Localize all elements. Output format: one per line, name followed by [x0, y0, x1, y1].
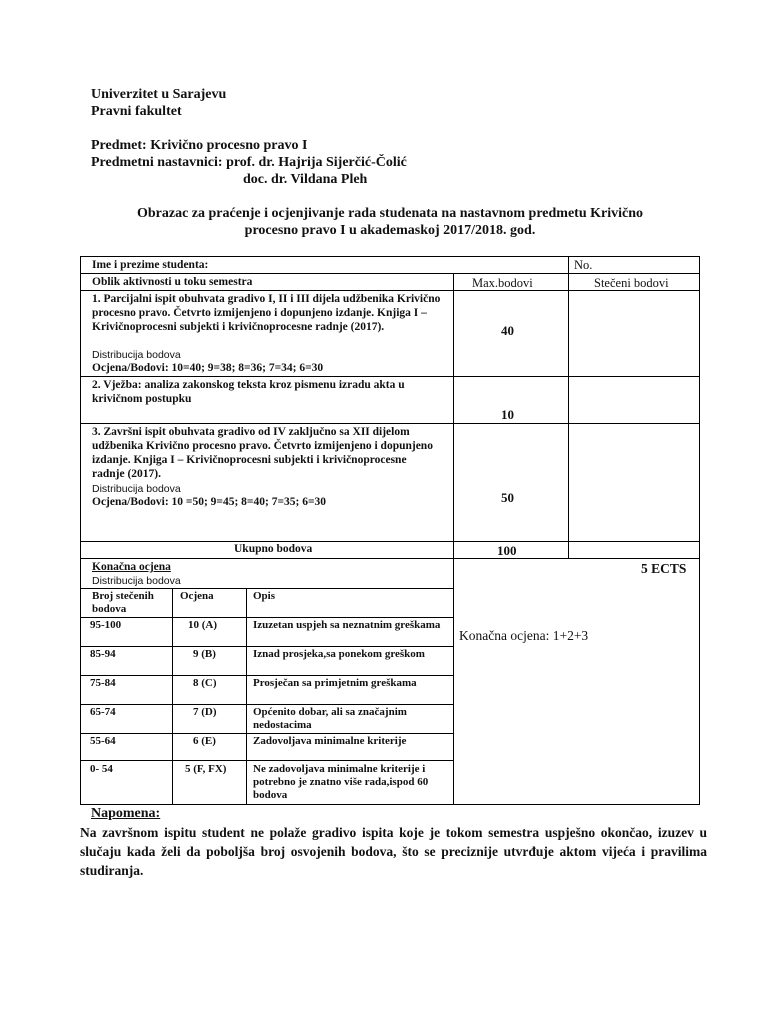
- teacher-second: doc. dr. Vildana Pleh: [243, 172, 368, 187]
- form-title-line-2: procesno pravo I u akademaskoj 2017/2018. god.: [244, 223, 536, 238]
- final-grade-formula: Konačna ocjena: 1+2+3: [459, 628, 589, 643]
- subtable-row-divider: [80, 704, 453, 705]
- university-name: Univerzitet u Sarajevu: [91, 87, 227, 102]
- teachers-line: Predmetni nastavnici: prof. dr. Hajrija Sijerčić-Čolić: [91, 155, 407, 170]
- activity-1-distribution: Distribucija bodova: [92, 349, 181, 361]
- earned-points-header: Stečeni bodovi: [594, 276, 669, 290]
- grade-row-grade: 7 (D): [193, 706, 217, 718]
- grade-row-range: 0- 54: [90, 763, 113, 775]
- faculty-name: Pravni fakultet: [91, 104, 182, 119]
- number-label: No.: [574, 258, 593, 272]
- subtable-row-divider: [80, 760, 453, 761]
- note-text: Na završnom ispitu student ne polaže gradivo ispita koje je tokom semestra uspješno okončao, izuzev u slučaju kada želi da poboljša broj osvojenih bodova, što se preciznije utvrđuje aktom vijeća i pravilima studiranja.: [80, 825, 707, 878]
- activity-header: Oblik aktivnosti u toku semestra: [92, 276, 253, 288]
- row-divider: [80, 290, 700, 291]
- grade-row-desc: Prosječan sa primjetnim greškama: [253, 677, 417, 689]
- activity-2-text: 2. Vježba: analiza zakonskog teksta kroz pismenu izradu akta u krivičnom postupku: [92, 379, 405, 405]
- grade-row-desc: Ne zadovoljava minimalne kriterije i potrebno je znatno više rada,ispod 60 bodova: [253, 763, 429, 801]
- note-title: Napomena:: [91, 806, 161, 821]
- final-grade-distribution: Distribucija bodova: [92, 575, 181, 587]
- activity-3-text: 3. Završni ispit obuhvata gradivo od IV zaključno sa XII dijelom udžbenika Krivično procesno pravo. Četvrto izmijenjeno i dopunjeno izdanje. Knjiga I – Krivičnoprocesni subjekti i krivičnoprocesne radnje (2017).: [92, 426, 433, 480]
- col-grade-header: Ocjena: [180, 590, 214, 602]
- activity-3-distribution: Distribucija bodova: [92, 483, 181, 495]
- final-grade-title: Konačna ocjena: [92, 561, 171, 573]
- subtable-col-divider: [246, 588, 247, 805]
- row-divider: [80, 273, 700, 274]
- grade-row-grade: 5 (F, FX): [185, 763, 227, 775]
- grade-row-desc: Iznad prosjeka,sa ponekom greškom: [253, 648, 425, 660]
- subtable-col-divider: [172, 588, 173, 805]
- grade-row-range: 65-74: [90, 706, 116, 718]
- row-divider: [80, 541, 700, 542]
- grade-row-range: 55-64: [90, 735, 116, 747]
- subtable-top: [80, 588, 453, 589]
- row-divider: [80, 558, 700, 559]
- grade-row-range: 95-100: [90, 619, 122, 631]
- row-divider: [80, 423, 700, 424]
- activity-3-max: 50: [501, 490, 514, 505]
- form-title: [80, 205, 700, 239]
- grade-row-grade: 9 (B): [193, 648, 216, 660]
- col-divider: [453, 273, 454, 805]
- grade-row-range: 85-94: [90, 648, 116, 660]
- subtable-row-divider: [80, 617, 453, 618]
- total-value: 100: [497, 543, 517, 558]
- student-name-label: Ime i prezime studenta:: [92, 259, 209, 271]
- grade-row-desc: Zadovoljava minimalne kriterije: [253, 735, 407, 747]
- col-desc-header: Opis: [253, 590, 276, 602]
- grade-row-grade: 8 (C): [193, 677, 217, 689]
- activity-1-grades: Ocjena/Bodovi: 10=40; 9=38; 8=36; 7=34; 6=30: [92, 362, 324, 374]
- activity-3-grades: Ocjena/Bodovi: 10 =50; 9=45; 8=40; 7=35; 6=30: [92, 496, 326, 508]
- activity-1-max: 40: [501, 323, 514, 338]
- grade-row-desc: Općenito dobar, ali sa značajnim nedostacima: [253, 706, 407, 731]
- grade-row-range: 75-84: [90, 677, 116, 689]
- row-divider: [80, 376, 700, 377]
- subtable-row-divider: [80, 733, 453, 734]
- col-points-header: Broj stečenih bodova: [92, 590, 154, 615]
- col-divider: [568, 256, 569, 273]
- total-label: Ukupno bodova: [234, 543, 313, 555]
- ects-label: 5 ECTS: [641, 561, 687, 576]
- grade-row-grade: 6 (E): [193, 735, 216, 747]
- subject-line: Predmet: Krivično procesno pravo I: [91, 138, 308, 153]
- grade-row-grade: 10 (A): [188, 619, 218, 631]
- form-title-line-1: Obrazac za praćenje i ocjenjivanje rada studenata na nastavnom predmetu Krivično: [136, 206, 644, 221]
- subtable-row-divider: [80, 675, 453, 676]
- activity-1-text: 1. Parcijalni ispit obuhvata gradivo I, II i III dijela udžbenika Krivično procesno pravo. Četvrto izmijenjeno i dopunjeno izdanje. Knjiga I – Krivičnoprocesni subjekti i krivičnoprocesne radnje (2017).: [92, 293, 441, 333]
- activity-2-max: 10: [501, 407, 514, 422]
- subtable-row-divider: [80, 646, 453, 647]
- col-divider: [568, 273, 569, 558]
- max-points-header: Max.bodovi: [472, 276, 533, 290]
- grade-row-desc: Izuzetan uspjeh sa neznatnim greškama: [253, 619, 441, 631]
